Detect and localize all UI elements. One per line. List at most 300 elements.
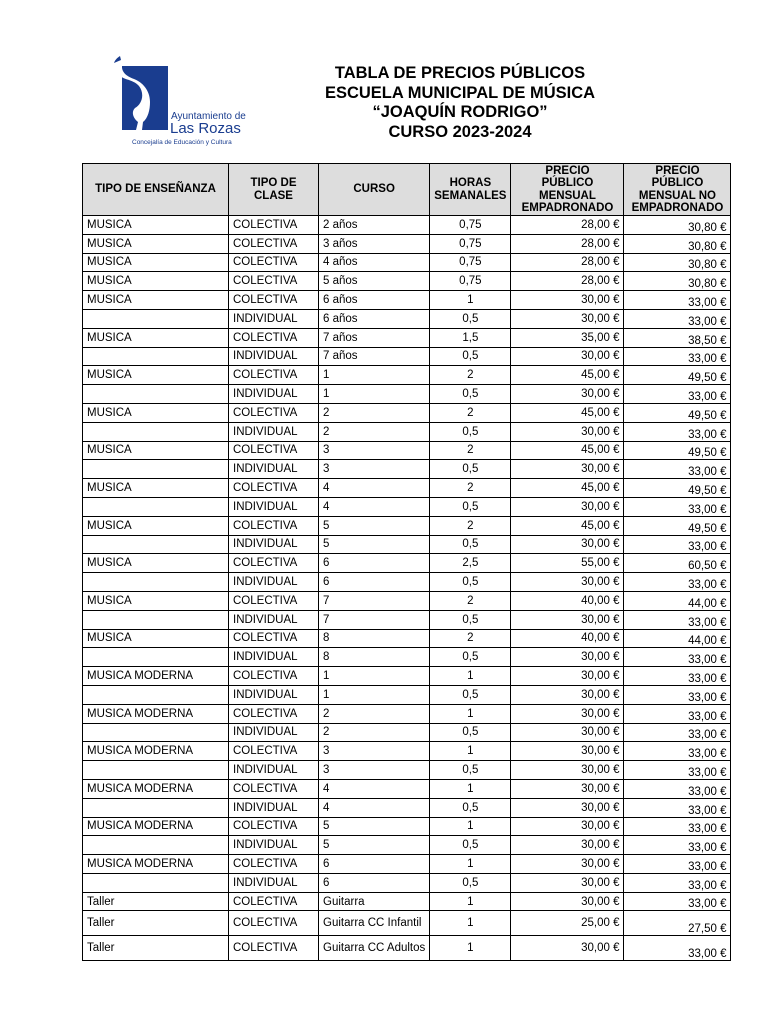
cell-precio-no-empadronado: 33,00 €	[624, 936, 731, 961]
header-line: PÚBLICO	[541, 177, 594, 189]
cell-precio-no-empadronado: 49,50 €	[624, 403, 731, 422]
cell-precio-empadronado: 30,00 €	[511, 836, 624, 855]
cell-precio-empadronado: 30,00 €	[511, 855, 624, 874]
cell-precio-no-empadronado: 38,50 €	[624, 328, 731, 347]
cell-precio-no-empadronado: 33,00 €	[624, 779, 731, 798]
cell-curso: 7 años	[319, 328, 430, 347]
cell-tipo-clase: COLECTIVA	[229, 366, 319, 385]
cell-tipo-ensenanza: Taller	[83, 911, 229, 936]
cell-curso: 3	[319, 761, 430, 780]
table-row	[83, 798, 731, 817]
cell-precio-no-empadronado: 33,00 €	[624, 873, 731, 892]
cell-tipo-clase: COLECTIVA	[229, 911, 319, 936]
cell-precio-no-empadronado: 33,00 €	[624, 685, 731, 704]
cell-horas: 2	[430, 366, 511, 385]
cell-precio-no-empadronado: 33,00 €	[624, 761, 731, 780]
cell-precio-no-empadronado: 33,00 €	[624, 460, 731, 479]
cell-precio-empadronado: 30,00 €	[511, 761, 624, 780]
cell-precio-empadronado: 30,00 €	[511, 497, 624, 516]
cell-precio-no-empadronado: 49,50 €	[624, 516, 731, 535]
cell-curso: 2 años	[319, 216, 430, 235]
cell-tipo-ensenanza: MUSICA	[83, 591, 229, 610]
table-header-row	[83, 164, 731, 216]
cell-precio-empadronado: 30,00 €	[511, 779, 624, 798]
cell-horas: 2	[430, 629, 511, 648]
cell-horas: 1,5	[430, 328, 511, 347]
cell-curso: 5 años	[319, 272, 430, 291]
table-row	[83, 535, 731, 554]
table-row	[83, 422, 731, 441]
cell-tipo-clase: COLECTIVA	[229, 403, 319, 422]
table-body	[83, 216, 731, 961]
cell-curso: 1	[319, 366, 430, 385]
header-line: PÚBLICO	[651, 177, 704, 189]
cell-precio-empadronado: 30,00 €	[511, 667, 624, 686]
cell-tipo-clase: INDIVIDUAL	[229, 422, 319, 441]
cell-curso: Guitarra	[319, 892, 430, 911]
cell-tipo-clase: COLECTIVA	[229, 272, 319, 291]
cell-precio-no-empadronado: 33,00 €	[624, 291, 731, 310]
cell-precio-no-empadronado: 60,50 €	[624, 554, 731, 573]
cell-tipo-ensenanza: MUSICA	[83, 272, 229, 291]
cell-tipo-clase: INDIVIDUAL	[229, 573, 319, 592]
cell-tipo-clase: COLECTIVA	[229, 216, 319, 235]
cell-tipo-clase: INDIVIDUAL	[229, 497, 319, 516]
table-row	[83, 497, 731, 516]
table-row	[83, 685, 731, 704]
table-row	[83, 216, 731, 235]
cell-precio-empadronado: 28,00 €	[511, 216, 624, 235]
cell-tipo-ensenanza: MUSICA MODERNA	[83, 742, 229, 761]
cell-curso: 3	[319, 460, 430, 479]
cell-tipo-clase: INDIVIDUAL	[229, 685, 319, 704]
cell-horas: 2	[430, 516, 511, 535]
cell-precio-no-empadronado: 33,00 €	[624, 535, 731, 554]
cell-tipo-clase: COLECTIVA	[229, 629, 319, 648]
cell-curso: Guitarra CC Adultos	[319, 936, 430, 961]
cell-precio-no-empadronado: 27,50 €	[624, 911, 731, 936]
cell-tipo-ensenanza	[83, 385, 229, 404]
table-row	[83, 761, 731, 780]
table-row	[83, 892, 731, 911]
cell-precio-no-empadronado: 33,00 €	[624, 892, 731, 911]
cell-tipo-clase: COLECTIVA	[229, 855, 319, 874]
cell-tipo-clase: INDIVIDUAL	[229, 836, 319, 855]
header-line: TIPO DE ENSEÑANZA	[95, 183, 216, 196]
cell-curso: 4	[319, 798, 430, 817]
logo-text-concejalia: Concejalía de Educación y Cultura	[132, 139, 232, 146]
header-line: EMPADRONADO	[521, 202, 614, 214]
cell-curso: 6	[319, 855, 430, 874]
cell-tipo-ensenanza	[83, 460, 229, 479]
cell-tipo-ensenanza	[83, 309, 229, 328]
cell-curso: 5	[319, 535, 430, 554]
cell-precio-empadronado: 28,00 €	[511, 272, 624, 291]
table-row	[83, 441, 731, 460]
cell-tipo-clase: INDIVIDUAL	[229, 385, 319, 404]
cell-precio-no-empadronado: 33,00 €	[624, 742, 731, 761]
cell-precio-no-empadronado: 30,80 €	[624, 234, 731, 253]
header-line: MENSUAL	[539, 189, 596, 202]
header-line: PRECIO	[545, 164, 590, 177]
table-row	[83, 403, 731, 422]
cell-horas: 1	[430, 779, 511, 798]
table-row	[83, 291, 731, 310]
cell-tipo-ensenanza	[83, 723, 229, 742]
cell-horas: 1	[430, 855, 511, 874]
cell-tipo-clase: INDIVIDUAL	[229, 347, 319, 366]
cell-tipo-ensenanza	[83, 798, 229, 817]
cell-horas: 0,5	[430, 535, 511, 554]
cell-precio-empadronado: 30,00 €	[511, 723, 624, 742]
cell-precio-empadronado: 30,00 €	[511, 873, 624, 892]
table-row	[83, 855, 731, 874]
cell-curso: 4	[319, 779, 430, 798]
cell-curso: 2	[319, 723, 430, 742]
table-row	[83, 253, 731, 272]
cell-tipo-clase: COLECTIVA	[229, 892, 319, 911]
cell-tipo-clase: INDIVIDUAL	[229, 873, 319, 892]
cell-tipo-ensenanza	[83, 836, 229, 855]
table-row	[83, 704, 731, 723]
cell-tipo-ensenanza	[83, 873, 229, 892]
cell-curso: 6 años	[319, 309, 430, 328]
cell-precio-empadronado: 45,00 €	[511, 441, 624, 460]
cell-tipo-clase: COLECTIVA	[229, 234, 319, 253]
cell-curso: 5	[319, 516, 430, 535]
cell-precio-empadronado: 30,00 €	[511, 573, 624, 592]
cell-precio-empadronado: 30,00 €	[511, 422, 624, 441]
las-rozas-logo	[108, 56, 258, 151]
cell-curso: 4	[319, 479, 430, 498]
cell-tipo-clase: COLECTIVA	[229, 817, 319, 836]
table-row	[83, 742, 731, 761]
table-row	[83, 328, 731, 347]
cell-precio-empadronado: 30,00 €	[511, 742, 624, 761]
header-tipo-clase	[229, 164, 319, 216]
cell-curso: 6	[319, 873, 430, 892]
cell-tipo-clase: COLECTIVA	[229, 667, 319, 686]
cell-curso: 7 años	[319, 347, 430, 366]
cell-tipo-ensenanza	[83, 573, 229, 592]
cell-tipo-clase: COLECTIVA	[229, 253, 319, 272]
cell-precio-no-empadronado: 30,80 €	[624, 272, 731, 291]
cell-tipo-ensenanza: MUSICA	[83, 366, 229, 385]
cell-precio-empadronado: 40,00 €	[511, 591, 624, 610]
cell-precio-empadronado: 30,00 €	[511, 817, 624, 836]
cell-precio-no-empadronado: 33,00 €	[624, 385, 731, 404]
header-line: MENSUAL NO	[638, 189, 717, 202]
cell-precio-no-empadronado: 33,00 €	[624, 573, 731, 592]
cell-tipo-ensenanza: MUSICA	[83, 253, 229, 272]
cell-precio-empadronado: 30,00 €	[511, 535, 624, 554]
cell-horas: 1	[430, 742, 511, 761]
crane-bird-icon	[112, 56, 170, 136]
cell-horas: 0,5	[430, 610, 511, 629]
cell-horas: 1	[430, 291, 511, 310]
cell-tipo-ensenanza: MUSICA	[83, 216, 229, 235]
cell-precio-empadronado: 35,00 €	[511, 328, 624, 347]
cell-tipo-clase: COLECTIVA	[229, 742, 319, 761]
cell-horas: 2	[430, 403, 511, 422]
cell-horas: 0,5	[430, 460, 511, 479]
cell-tipo-clase: COLECTIVA	[229, 779, 319, 798]
cell-precio-no-empadronado: 33,00 €	[624, 309, 731, 328]
cell-precio-no-empadronado: 49,50 €	[624, 479, 731, 498]
cell-tipo-ensenanza: MUSICA MODERNA	[83, 704, 229, 723]
cell-precio-no-empadronado: 33,00 €	[624, 648, 731, 667]
cell-tipo-ensenanza	[83, 685, 229, 704]
cell-horas: 1	[430, 704, 511, 723]
header-line: TIPO DE	[250, 177, 297, 189]
cell-precio-empadronado: 30,00 €	[511, 685, 624, 704]
cell-precio-empadronado: 30,00 €	[511, 385, 624, 404]
header-line: CLASE	[254, 189, 293, 202]
cell-horas: 0,5	[430, 573, 511, 592]
table-row	[83, 610, 731, 629]
cell-curso: 6	[319, 573, 430, 592]
cell-tipo-clase: COLECTIVA	[229, 441, 319, 460]
cell-precio-empadronado: 28,00 €	[511, 234, 624, 253]
cell-horas: 2	[430, 591, 511, 610]
cell-precio-empadronado: 25,00 €	[511, 911, 624, 936]
table-row	[83, 516, 731, 535]
cell-tipo-ensenanza	[83, 761, 229, 780]
cell-tipo-ensenanza	[83, 610, 229, 629]
table-row	[83, 629, 731, 648]
cell-tipo-ensenanza: MUSICA	[83, 479, 229, 498]
cell-curso: 7	[319, 591, 430, 610]
header-horas-semanales	[430, 164, 511, 216]
table-row	[83, 667, 731, 686]
cell-curso: 8	[319, 648, 430, 667]
cell-precio-empadronado: 30,00 €	[511, 460, 624, 479]
cell-horas: 0,5	[430, 836, 511, 855]
cell-tipo-ensenanza: Taller	[83, 936, 229, 961]
price-table	[82, 163, 731, 961]
cell-horas: 0,5	[430, 422, 511, 441]
cell-horas: 0,5	[430, 685, 511, 704]
cell-horas: 0,75	[430, 253, 511, 272]
table-row	[83, 309, 731, 328]
cell-tipo-ensenanza: MUSICA	[83, 629, 229, 648]
cell-horas: 2,5	[430, 554, 511, 573]
cell-tipo-clase: INDIVIDUAL	[229, 309, 319, 328]
table-row	[83, 836, 731, 855]
cell-tipo-ensenanza: Taller	[83, 892, 229, 911]
cell-precio-no-empadronado: 44,00 €	[624, 629, 731, 648]
cell-curso: 4	[319, 497, 430, 516]
cell-precio-no-empadronado: 33,00 €	[624, 610, 731, 629]
cell-curso: 7	[319, 610, 430, 629]
cell-curso: 1	[319, 685, 430, 704]
cell-tipo-ensenanza: MUSICA	[83, 554, 229, 573]
cell-tipo-ensenanza: MUSICA MODERNA	[83, 855, 229, 874]
table-row	[83, 366, 731, 385]
cell-tipo-ensenanza	[83, 422, 229, 441]
cell-precio-no-empadronado: 33,00 €	[624, 422, 731, 441]
cell-curso: 4 años	[319, 253, 430, 272]
cell-horas: 1	[430, 817, 511, 836]
cell-curso: 6 años	[319, 291, 430, 310]
table-row	[83, 779, 731, 798]
cell-horas: 2	[430, 441, 511, 460]
cell-precio-empadronado: 30,00 €	[511, 648, 624, 667]
logo-text-ayuntamiento: Ayuntamiento de	[171, 111, 246, 122]
cell-horas: 0,5	[430, 385, 511, 404]
cell-precio-no-empadronado: 33,00 €	[624, 497, 731, 516]
cell-tipo-ensenanza	[83, 347, 229, 366]
cell-tipo-clase: INDIVIDUAL	[229, 761, 319, 780]
title-line: TABLA DE PRECIOS PÚBLICOS	[334, 64, 586, 82]
table-row	[83, 479, 731, 498]
table-row	[83, 648, 731, 667]
cell-horas: 0,5	[430, 497, 511, 516]
cell-precio-no-empadronado: 33,00 €	[624, 347, 731, 366]
cell-curso: 6	[319, 554, 430, 573]
cell-precio-empadronado: 30,00 €	[511, 610, 624, 629]
cell-tipo-ensenanza: MUSICA	[83, 328, 229, 347]
cell-curso: 2	[319, 403, 430, 422]
title-line: CURSO 2023-2024	[388, 122, 532, 141]
table-row	[83, 234, 731, 253]
cell-tipo-clase: INDIVIDUAL	[229, 798, 319, 817]
header-precio-empadronado	[511, 164, 624, 216]
table-row	[83, 723, 731, 742]
cell-tipo-clase: COLECTIVA	[229, 936, 319, 961]
cell-horas: 0,5	[430, 347, 511, 366]
cell-horas: 0,5	[430, 873, 511, 892]
cell-precio-no-empadronado: 49,50 €	[624, 441, 731, 460]
cell-precio-no-empadronado: 44,00 €	[624, 591, 731, 610]
table-row	[83, 873, 731, 892]
cell-tipo-ensenanza	[83, 497, 229, 516]
table-row	[83, 272, 731, 291]
title-line: ESCUELA MUNICIPAL DE MÚSICA	[324, 83, 596, 102]
cell-precio-no-empadronado: 33,00 €	[624, 798, 731, 817]
cell-curso: 3	[319, 441, 430, 460]
cell-tipo-clase: INDIVIDUAL	[229, 535, 319, 554]
cell-precio-no-empadronado: 33,00 €	[624, 817, 731, 836]
cell-horas: 0,5	[430, 309, 511, 328]
cell-precio-empadronado: 30,00 €	[511, 892, 624, 911]
cell-precio-empadronado: 45,00 €	[511, 366, 624, 385]
cell-horas: 1	[430, 936, 511, 961]
cell-horas: 0,75	[430, 272, 511, 291]
table-row	[83, 817, 731, 836]
cell-precio-empadronado: 45,00 €	[511, 403, 624, 422]
cell-tipo-clase: INDIVIDUAL	[229, 460, 319, 479]
cell-precio-empadronado: 30,00 €	[511, 347, 624, 366]
cell-horas: 0,5	[430, 648, 511, 667]
header-line: EMPADRONADO	[631, 202, 724, 214]
cell-tipo-clase: INDIVIDUAL	[229, 648, 319, 667]
cell-precio-empadronado: 28,00 €	[511, 253, 624, 272]
cell-precio-no-empadronado: 33,00 €	[624, 723, 731, 742]
header-line: CURSO	[353, 183, 395, 196]
cell-precio-no-empadronado: 49,50 €	[624, 366, 731, 385]
cell-precio-empadronado: 30,00 €	[511, 936, 624, 961]
document-title	[260, 64, 660, 142]
cell-tipo-clase: INDIVIDUAL	[229, 610, 319, 629]
cell-precio-no-empadronado: 33,00 €	[624, 855, 731, 874]
header-tipo-ensenanza	[83, 164, 229, 216]
cell-precio-empadronado: 30,00 €	[511, 704, 624, 723]
header-line: PRECIO	[655, 164, 700, 177]
cell-horas: 0,5	[430, 798, 511, 817]
header-precio-no-empadronado	[624, 164, 731, 216]
cell-tipo-ensenanza: MUSICA	[83, 291, 229, 310]
cell-precio-no-empadronado: 30,80 €	[624, 253, 731, 272]
cell-curso: 8	[319, 629, 430, 648]
cell-tipo-clase: COLECTIVA	[229, 516, 319, 535]
cell-horas: 0,75	[430, 234, 511, 253]
cell-tipo-clase: COLECTIVA	[229, 291, 319, 310]
cell-precio-empadronado: 55,00 €	[511, 554, 624, 573]
logo-text-las-rozas: Las Rozas	[170, 120, 241, 137]
cell-curso: 3 años	[319, 234, 430, 253]
cell-precio-no-empadronado: 33,00 €	[624, 704, 731, 723]
cell-curso: 2	[319, 422, 430, 441]
cell-horas: 1	[430, 892, 511, 911]
cell-tipo-ensenanza: MUSICA	[83, 403, 229, 422]
cell-precio-empadronado: 30,00 €	[511, 309, 624, 328]
header-line: HORAS	[449, 177, 492, 189]
cell-tipo-clase: INDIVIDUAL	[229, 723, 319, 742]
cell-curso: 5	[319, 836, 430, 855]
cell-tipo-ensenanza	[83, 648, 229, 667]
cell-curso: 2	[319, 704, 430, 723]
cell-tipo-ensenanza	[83, 535, 229, 554]
table-row	[83, 911, 731, 936]
cell-tipo-clase: COLECTIVA	[229, 704, 319, 723]
table-row	[83, 385, 731, 404]
cell-horas: 0,75	[430, 216, 511, 235]
table-row	[83, 573, 731, 592]
cell-precio-empadronado: 30,00 €	[511, 798, 624, 817]
cell-precio-empadronado: 30,00 €	[511, 291, 624, 310]
cell-tipo-ensenanza: MUSICA	[83, 516, 229, 535]
table-row	[83, 347, 731, 366]
cell-tipo-ensenanza: MUSICA MODERNA	[83, 779, 229, 798]
cell-curso: Guitarra CC Infantil	[319, 911, 430, 936]
table-row	[83, 591, 731, 610]
cell-horas: 1	[430, 911, 511, 936]
cell-tipo-ensenanza: MUSICA	[83, 234, 229, 253]
table-row	[83, 554, 731, 573]
cell-tipo-clase: COLECTIVA	[229, 554, 319, 573]
cell-precio-empadronado: 45,00 €	[511, 479, 624, 498]
cell-curso: 1	[319, 385, 430, 404]
cell-horas: 1	[430, 667, 511, 686]
title-line: “JOAQUÍN RODRIGO”	[372, 103, 548, 121]
cell-curso: 1	[319, 667, 430, 686]
cell-tipo-ensenanza: MUSICA MODERNA	[83, 667, 229, 686]
cell-precio-no-empadronado: 33,00 €	[624, 836, 731, 855]
cell-tipo-ensenanza: MUSICA MODERNA	[83, 817, 229, 836]
cell-curso: 5	[319, 817, 430, 836]
header-curso	[319, 164, 430, 216]
cell-horas: 2	[430, 479, 511, 498]
cell-precio-empadronado: 45,00 €	[511, 516, 624, 535]
cell-tipo-clase: COLECTIVA	[229, 479, 319, 498]
cell-tipo-clase: COLECTIVA	[229, 591, 319, 610]
cell-precio-empadronado: 40,00 €	[511, 629, 624, 648]
header-line: SEMANALES	[434, 189, 507, 202]
cell-tipo-ensenanza: MUSICA	[83, 441, 229, 460]
table-row	[83, 936, 731, 961]
cell-tipo-clase: COLECTIVA	[229, 328, 319, 347]
